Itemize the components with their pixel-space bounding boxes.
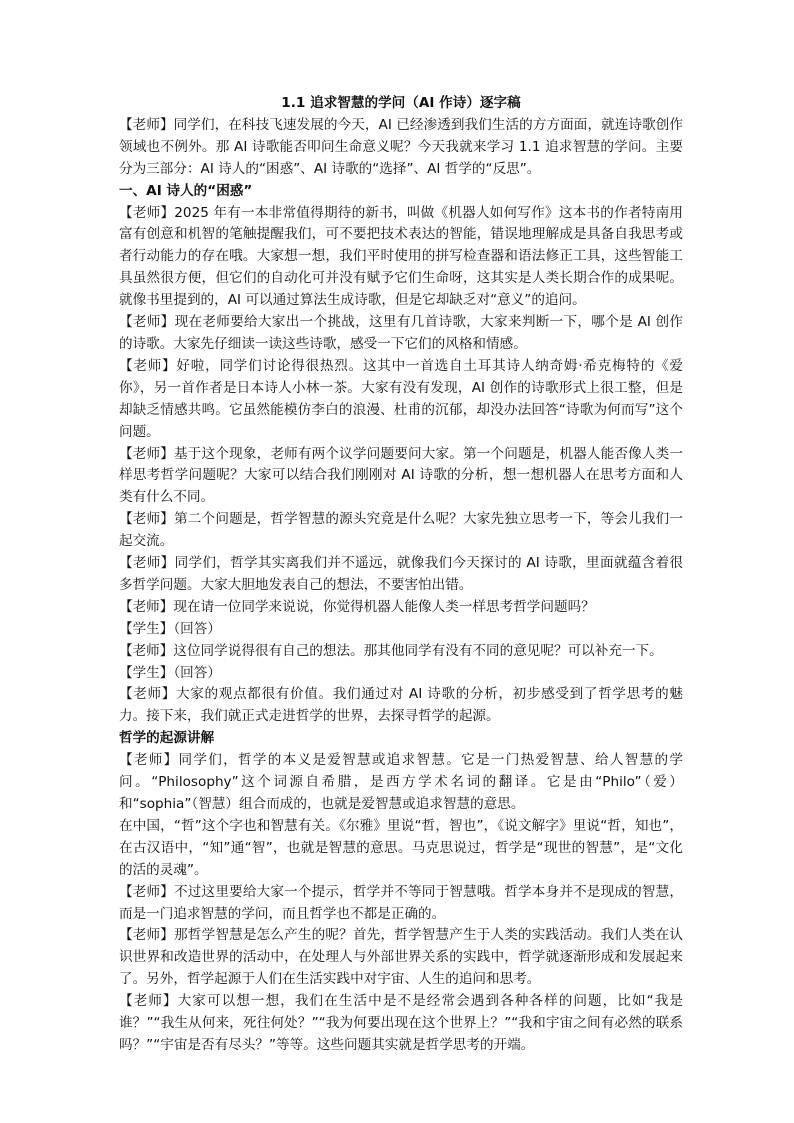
intro-paragraph: 【老师】同学们，在科技飞速发展的今天，AI 已经渗透到我们生活的方方面面，就连诗歌创作领域也不例外。那 AI 诗歌能否叩问生命意义呢？今天我就来学习 1.1 追求智慧的学问。主要分为三部分：AI 诗人的“困惑”、AI 诗歌的“选择”、AI 哲学的“反思”。 [119,116,683,177]
paragraph: 【老师】大家的观点都很有价值。我们通过对 AI 诗歌的分析，初步感受到了哲学思考的魅力。接下来，我们就正式走进哲学的世界，去探寻哲学的起源。 [119,686,683,725]
paragraph: 【老师】不过这里要给大家一个提示，哲学并不等同于智慧哦。哲学本身并不是现成的智慧，而是一门追求智慧的学问，而且哲学也不都是正确的。 [119,883,683,922]
paragraph: 【老师】这位同学说得很有自己的想法。那其他同学有没有不同的意见呢？可以补充一下。 [119,642,663,659]
section-heading-ai-poet: 一、AI 诗人的“困惑” [119,182,253,199]
paragraph: 【老师】现在老师要给大家出一个挑战，这里有几首诗歌，大家来判断一下，哪个是 AI 创作的诗歌。大家先仔细读一读这些诗歌，感受一下它们的风格和情感。 [119,314,683,352]
paragraph: 【老师】那哲学智慧是怎么产生的呢？首先，哲学智慧产生于人类的实践活动。我们人类在认识世界和改造世界的活动中，在处理人与外部世界关系的实践中，哲学就逐渐形成和发展起来了。另外，哲学起源于人们在生活实践中对宇宙、人生的追问和思考。 [119,927,683,988]
paragraph: 【老师】同学们，哲学的本义是爱智慧或追求智慧。它是一门热爱智慧、给人智慧的学问。“Philosophy”这个词源自希腊，是西方学术名词的翻译。它是由“Philo”（爱）和“sophia”（智慧）组合而成的，也就是爱智慧或追求智慧的意思。 [119,752,683,812]
paragraph: 【老师】基于这个现象，老师有两个议学问题要问大家。第一个问题是，机器人能否像人类一样思考哲学问题呢？大家可以结合我们刚刚对 AI 诗歌的分析，想一想机器人在思考方面和人类有什么不同。 [119,445,683,506]
student-paragraph: 【学生】（回答） [119,620,221,637]
paragraph: 【老师】大家可以想一想，我们在生活中是不是经常会遇到各种各样的问题，比如“我是谁？”“我生从何来，死往何处？”“我为何要出现在这个世界上？”“我和宇宙之间有必然的联系吗？”“宇宙是否有尽头？”等等。这些问题其实就是哲学思考的开端。 [119,993,683,1053]
paragraph: 【老师】2025 年有一本非常值得期待的新书，叫做《机器人如何写作》这本书的作者特南用富有创意和机智的笔触提醒我们，可不要把技术表达的智能，错误地理解成是具备自我思考或者行动能力的存在哦。大家想一想，我们平时使用的拼写检查器和语法修正工具，这些智能工具虽然很方便，但它们的自动化可并没有赋予它们生命呀，这其实是人类长期合作的成果呢。就像书里提到的，AI 可以通过算法生成诗歌，但是它却缺乏对“意义”的追问。 [119,204,683,309]
document-title: 1.1 追求智慧的学问（AI 作诗）逐字稿 [281,95,521,111]
section-heading-origin: 哲学的起源讲解 [119,730,215,747]
paragraph: 在中国，“哲”这个字也和智慧有关。《尔雅》里说“哲，智也”，《说文解字》里说“哲，知也”，在古汉语中，“知”通“智”，也就是智慧的意思。马克思说过，哲学是“现世的智慧”，是“文化的活的灵魂”。 [119,817,683,878]
document-page [119,93,683,1057]
paragraph: 【老师】同学们，哲学其实离我们并不遥远，就像我们今天探讨的 AI 诗歌，里面就蕴含着很多哲学问题。大家大胆地发表自己的想法，不要害怕出错。 [119,555,683,593]
paragraph: 【老师】第二个问题是，哲学智慧的源头究竟是什么呢？大家先独立思考一下，等会儿我们一起交流。 [119,511,683,550]
paragraph: 【老师】好啦，同学们讨论得很热烈。这其中一首选自土耳其诗人纳奇姆·希克梅特的《爱你》，另一首作者是日本诗人小林一茶。大家有没有发现，AI 创作的诗歌形式上很工整，但是却缺乏情感共鸣。它虽然能模仿李白的浪漫、杜甫的沉郁，却没办法回答“诗歌为何而写”这个问题。 [119,357,683,440]
student-paragraph: 【学生】（回答） [119,664,221,681]
paragraph: 【老师】现在请一位同学来说说，你觉得机器人能像人类一样思考哲学问题吗？ [119,598,595,615]
